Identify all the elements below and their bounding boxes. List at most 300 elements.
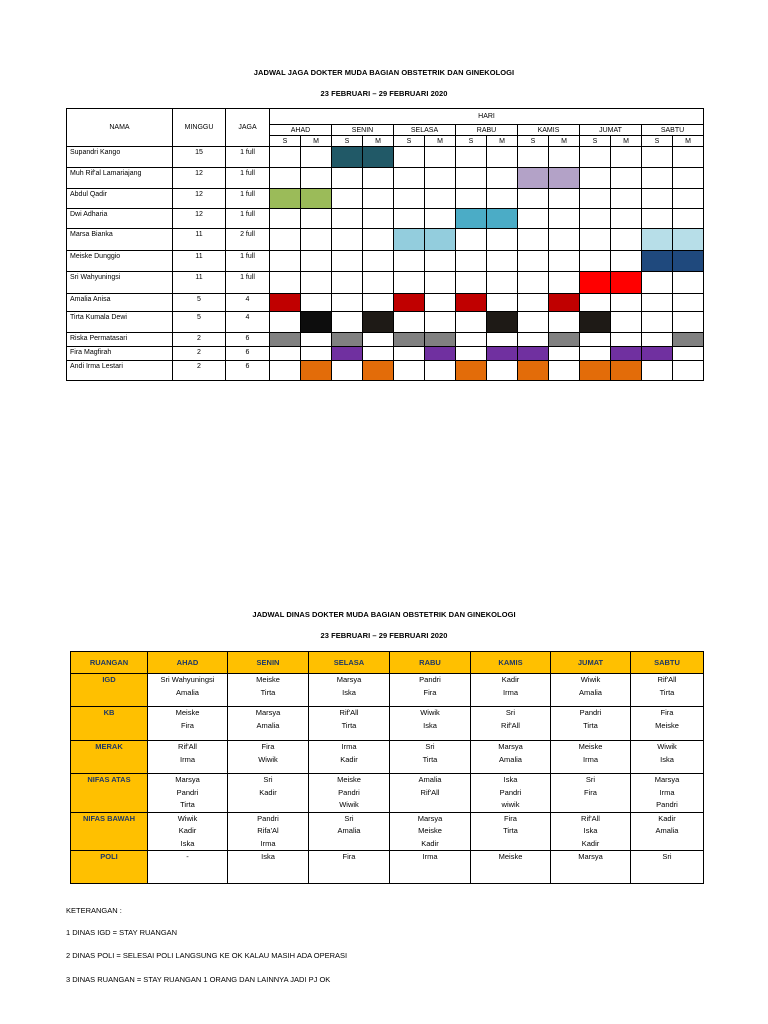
assigned-doctor: Rif'All: [501, 720, 520, 730]
assigned-doctor: Amalia: [579, 687, 602, 697]
shift-cell: [394, 294, 425, 312]
assigned-doctor: Rif'All: [420, 787, 440, 797]
assigned-doctor: Tirta: [341, 720, 357, 730]
assigned-doctor: Amalia: [655, 826, 679, 835]
assignment-cell: [309, 674, 390, 707]
dinas-row: [71, 707, 704, 741]
assigned-doctor: Pandri: [579, 708, 602, 717]
doctor-name: Abdul Qadir: [67, 189, 173, 209]
shift-cell: [518, 272, 549, 294]
shift-cell: [456, 294, 487, 312]
shift-cell: [549, 229, 580, 251]
shift-cell: [642, 333, 673, 347]
assignment-cell: [471, 707, 551, 741]
shift-cell: [270, 361, 301, 381]
assigned-doctor: Tirta: [260, 687, 276, 697]
assignment-cell: [390, 851, 471, 884]
assignment-cell: [148, 774, 228, 813]
shift-cell: [456, 312, 487, 333]
shift-cell: [332, 347, 363, 361]
assignment-cell: [228, 851, 309, 884]
assigned-doctor: Iska: [660, 754, 674, 764]
shift-cell: [332, 361, 363, 381]
jaga-value: 1 full: [226, 209, 270, 229]
assigned-doctor: Iska: [503, 775, 518, 784]
shift-cell: [332, 168, 363, 189]
assignment-cell: [309, 812, 390, 851]
assignment-cell: [551, 674, 631, 707]
assigned-doctor: Iska: [180, 838, 195, 848]
shift-cell: [487, 333, 518, 347]
shift-cell: [425, 347, 456, 361]
dinas-row: [71, 674, 704, 707]
assignment-cell: [631, 674, 704, 707]
assignment-cell: [471, 774, 551, 813]
assignment-cell: [228, 707, 309, 741]
shift-cell: [394, 347, 425, 361]
shift-cell: [549, 251, 580, 272]
col-header-minggu: MINGGU: [173, 109, 226, 147]
assigned-doctor: Sri: [662, 852, 672, 861]
dinas-header-kamis: KAMIS: [471, 652, 551, 674]
jaga-row: [67, 312, 704, 333]
doctor-name: Riska Permatasari: [67, 333, 173, 347]
doctor-name: Marsa Bianka: [67, 229, 173, 251]
assigned-doctor: Amalia: [499, 754, 522, 764]
assigned-doctor: Tirta: [422, 754, 438, 764]
shift-header-siang: S: [518, 136, 549, 147]
jaga-row: [67, 272, 704, 294]
shift-header-malam: M: [487, 136, 518, 147]
assigned-doctor: Iska: [261, 852, 275, 861]
shift-cell: [270, 229, 301, 251]
shift-cell: [363, 294, 394, 312]
shift-cell: [270, 333, 301, 347]
ruangan-name: POLI: [71, 851, 148, 884]
dinas-header-rabu: RABU: [390, 652, 471, 674]
shift-cell: [425, 294, 456, 312]
assignment-cell: [148, 674, 228, 707]
shift-cell: [487, 189, 518, 209]
assigned-doctor: Marsya: [498, 742, 523, 751]
shift-cell: [270, 189, 301, 209]
assignment-cell: [631, 812, 704, 851]
assignment-cell: [228, 674, 309, 707]
shift-cell: [394, 361, 425, 381]
assigned-doctor: Fira: [660, 708, 674, 717]
shift-cell: [425, 272, 456, 294]
shift-cell: [332, 229, 363, 251]
assigned-doctor: Irma: [260, 838, 276, 848]
minggu-value: 15: [173, 147, 226, 168]
shift-cell: [363, 272, 394, 294]
assigned-doctor: Sri: [425, 742, 435, 751]
assignment-cell: [471, 812, 551, 851]
assigned-doctor: -: [186, 852, 189, 861]
shift-cell: [456, 251, 487, 272]
assigned-doctor: Marsya: [578, 852, 603, 861]
dinas-header-sabtu: SABTU: [631, 652, 704, 674]
jaga-row: [67, 229, 704, 251]
doctor-name: Tirta Kumala Dewi: [67, 312, 173, 333]
assigned-doctor: Pandri: [656, 800, 678, 809]
assignment-cell: [551, 707, 631, 741]
shift-cell: [363, 209, 394, 229]
assigned-doctor: Rifa'Al: [257, 826, 279, 835]
jaga-value: 1 full: [226, 147, 270, 168]
shift-cell: [332, 251, 363, 272]
jadwal-jaga-table: [66, 108, 704, 381]
shift-cell: [518, 251, 549, 272]
jaga-row: [67, 251, 704, 272]
assigned-doctor: Pandri: [499, 787, 522, 797]
jaga-value: 1 full: [226, 189, 270, 209]
assignment-cell: [148, 741, 228, 774]
assigned-doctor: Kadir: [658, 813, 676, 823]
shift-cell: [301, 347, 332, 361]
shift-cell: [456, 147, 487, 168]
jaga-date-range: 23 FEBRUARI – 29 FEBRUARI 2020: [320, 89, 448, 98]
shift-cell: [611, 312, 642, 333]
shift-cell: [332, 209, 363, 229]
shift-cell: [456, 189, 487, 209]
shift-header-malam: M: [363, 136, 394, 147]
doctor-name: Amalia Anisa: [67, 294, 173, 312]
shift-cell: [611, 294, 642, 312]
dinas-header-ahad: AHAD: [148, 652, 228, 674]
assigned-doctor: Pandri: [257, 813, 279, 823]
assigned-doctor: Sri: [344, 813, 354, 823]
shift-cell: [332, 294, 363, 312]
shift-header-siang: S: [456, 136, 487, 147]
assigned-doctor: Fira: [584, 787, 597, 797]
shift-cell: [549, 347, 580, 361]
shift-cell: [425, 229, 456, 251]
shift-cell: [673, 333, 704, 347]
minggu-value: 2: [173, 361, 226, 381]
assignment-cell: [390, 812, 471, 851]
shift-cell: [301, 209, 332, 229]
shift-cell: [456, 168, 487, 189]
col-header-nama: NAMA: [67, 109, 173, 147]
assigned-doctor: Meiske: [337, 775, 361, 784]
shift-header-malam: M: [549, 136, 580, 147]
shift-cell: [642, 294, 673, 312]
shift-cell: [332, 312, 363, 333]
shift-cell: [673, 251, 704, 272]
shift-cell: [363, 168, 394, 189]
minggu-value: 11: [173, 229, 226, 251]
shift-cell: [611, 168, 642, 189]
assigned-doctor: Kadir: [340, 754, 358, 764]
jaga-row: [67, 209, 704, 229]
dinas-title: JADWAL DINAS DOKTER MUDA BAGIAN OBSTETRIK DAN GINEKOLOGI: [252, 610, 516, 619]
shift-cell: [301, 189, 332, 209]
assigned-doctor: Rif'All: [657, 675, 677, 684]
shift-cell: [518, 347, 549, 361]
shift-cell: [425, 312, 456, 333]
shift-cell: [642, 347, 673, 361]
jaga-value: 2 full: [226, 229, 270, 251]
assigned-doctor: Sri Wahyuningsi: [160, 675, 215, 684]
shift-cell: [611, 251, 642, 272]
doctor-name: Dwi Adharia: [67, 209, 173, 229]
minggu-value: 2: [173, 333, 226, 347]
shift-cell: [487, 147, 518, 168]
shift-cell: [456, 361, 487, 381]
shift-cell: [394, 251, 425, 272]
assigned-doctor: Sri: [263, 775, 273, 784]
shift-cell: [518, 168, 549, 189]
assigned-doctor: Irma: [659, 787, 675, 797]
assigned-doctor: Marsya: [175, 775, 200, 784]
shift-cell: [642, 312, 673, 333]
shift-cell: [301, 168, 332, 189]
assigned-doctor: Tirta: [659, 687, 675, 697]
assigned-doctor: Irma: [341, 742, 357, 751]
day-header-rabu: RABU: [456, 125, 518, 136]
shift-cell: [456, 333, 487, 347]
doctor-name: Supandri Kango: [67, 147, 173, 168]
jaga-row: [67, 168, 704, 189]
assignment-cell: [631, 851, 704, 884]
shift-cell: [580, 312, 611, 333]
shift-cell: [611, 147, 642, 168]
assigned-doctor: Wiwik: [657, 742, 677, 751]
assigned-doctor: Fira: [261, 742, 275, 751]
shift-header-siang: S: [642, 136, 673, 147]
shift-cell: [673, 272, 704, 294]
shift-cell: [642, 147, 673, 168]
assigned-doctor: Meiske: [498, 852, 523, 861]
shift-cell: [425, 189, 456, 209]
shift-cell: [549, 333, 580, 347]
shift-header-siang: S: [332, 136, 363, 147]
shift-cell: [611, 361, 642, 381]
assigned-doctor: Fira: [181, 720, 194, 730]
day-header-jumat: JUMAT: [580, 125, 642, 136]
minggu-value: 5: [173, 312, 226, 333]
assigned-doctor: Tirta: [503, 826, 518, 835]
assignment-cell: [390, 741, 471, 774]
day-header-senin: SENIN: [332, 125, 394, 136]
assigned-doctor: Amalia: [418, 775, 442, 784]
assigned-doctor: Wiwik: [339, 800, 359, 809]
shift-cell: [549, 312, 580, 333]
shift-cell: [487, 168, 518, 189]
assigned-doctor: wiwik: [501, 800, 520, 809]
shift-cell: [518, 189, 549, 209]
shift-cell: [270, 251, 301, 272]
keterangan-item-3: 3 DINAS RUANGAN = STAY RUANGAN 1 ORANG DAN LAINNYA JADI PJ OK: [66, 975, 331, 984]
assigned-doctor: Tirta: [180, 800, 195, 809]
jaga-value: 1 full: [226, 251, 270, 272]
shift-cell: [642, 272, 673, 294]
shift-header-malam: M: [301, 136, 332, 147]
shift-cell: [549, 189, 580, 209]
assigned-doctor: Amalia: [256, 720, 280, 730]
assignment-cell: [228, 812, 309, 851]
assigned-doctor: Meiske: [418, 826, 442, 835]
shift-cell: [332, 272, 363, 294]
assigned-doctor: Irma: [422, 852, 438, 861]
shift-cell: [580, 361, 611, 381]
assigned-doctor: Fira: [342, 852, 356, 861]
shift-cell: [270, 312, 301, 333]
shift-cell: [611, 333, 642, 347]
keterangan-item-2: 2 DINAS POLI = SELESAI POLI LANGSUNG KE OK KALAU MASIH ADA OPERASI: [66, 951, 348, 960]
assignment-cell: [228, 741, 309, 774]
assigned-doctor: Fira: [504, 813, 517, 823]
shift-cell: [487, 294, 518, 312]
shift-cell: [363, 147, 394, 168]
shift-cell: [673, 229, 704, 251]
shift-cell: [673, 209, 704, 229]
assignment-cell: [631, 707, 704, 741]
jaga-value: 1 full: [226, 168, 270, 189]
assignment-cell: [551, 741, 631, 774]
assigned-doctor: Rif'All: [581, 813, 600, 823]
jaga-title: JADWAL JAGA DOKTER MUDA BAGIAN OBSTETRIK DAN GINEKOLOGI: [253, 68, 515, 77]
shift-cell: [611, 347, 642, 361]
minggu-value: 11: [173, 251, 226, 272]
assignment-cell: [390, 774, 471, 813]
shift-cell: [456, 347, 487, 361]
shift-cell: [611, 229, 642, 251]
assignment-cell: [309, 851, 390, 884]
doctor-name: Andi Irma Lestari: [67, 361, 173, 381]
shift-cell: [363, 361, 394, 381]
shift-cell: [580, 251, 611, 272]
shift-header-malam: M: [611, 136, 642, 147]
shift-cell: [270, 347, 301, 361]
assignment-cell: [148, 851, 228, 884]
keterangan-item-1: 1 DINAS IGD = STAY RUANGAN: [66, 928, 178, 937]
shift-header-siang: S: [394, 136, 425, 147]
dinas-row: [71, 812, 704, 851]
shift-cell: [270, 168, 301, 189]
jaga-row: [67, 147, 704, 168]
shift-cell: [301, 147, 332, 168]
shift-cell: [549, 147, 580, 168]
shift-cell: [642, 209, 673, 229]
shift-cell: [487, 361, 518, 381]
shift-cell: [580, 347, 611, 361]
assignment-cell: [148, 812, 228, 851]
shift-cell: [518, 209, 549, 229]
jaga-row: [67, 361, 704, 381]
assigned-doctor: Sri: [585, 775, 596, 784]
shift-cell: [363, 229, 394, 251]
assigned-doctor: Kadir: [178, 826, 197, 835]
shift-cell: [580, 272, 611, 294]
assignment-cell: [471, 741, 551, 774]
shift-cell: [270, 209, 301, 229]
assignment-cell: [551, 812, 631, 851]
shift-cell: [673, 168, 704, 189]
shift-cell: [425, 209, 456, 229]
shift-cell: [642, 251, 673, 272]
shift-cell: [673, 189, 704, 209]
keterangan-label: KETERANGAN :: [66, 906, 122, 915]
assigned-doctor: Meiske: [578, 742, 603, 751]
assigned-doctor: Pandri: [338, 787, 360, 797]
assigned-doctor: Iska: [423, 720, 437, 730]
shift-header-siang: S: [270, 136, 301, 147]
shift-cell: [301, 251, 332, 272]
assigned-doctor: Iska: [583, 826, 598, 835]
shift-cell: [332, 189, 363, 209]
jaga-value: 6: [226, 361, 270, 381]
shift-cell: [456, 209, 487, 229]
dinas-row: [71, 741, 704, 774]
assigned-doctor: Sri: [505, 708, 516, 717]
ruangan-name: MERAK: [71, 741, 148, 774]
assigned-doctor: Pandri: [176, 787, 199, 797]
doctor-name: Sri Wahyuningsi: [67, 272, 173, 294]
jaga-value: 4: [226, 294, 270, 312]
jaga-value: 6: [226, 347, 270, 361]
shift-cell: [394, 168, 425, 189]
assignment-cell: [631, 741, 704, 774]
dinas-header-ruangan: RUANGAN: [71, 652, 148, 674]
jaga-row: [67, 333, 704, 347]
assignment-cell: [309, 774, 390, 813]
assigned-doctor: Irma: [503, 687, 518, 697]
shift-cell: [301, 333, 332, 347]
shift-cell: [642, 229, 673, 251]
shift-cell: [394, 147, 425, 168]
assigned-doctor: Wiwik: [580, 675, 601, 684]
shift-cell: [394, 333, 425, 347]
assigned-doctor: Pandri: [419, 675, 441, 684]
shift-cell: [518, 147, 549, 168]
assignment-cell: [309, 741, 390, 774]
day-header-sabtu: SABTU: [642, 125, 704, 136]
col-header-jaga: JAGA: [226, 109, 270, 147]
assigned-doctor: Wiwik: [420, 708, 440, 717]
day-header-kamis: KAMIS: [518, 125, 580, 136]
assignment-cell: [148, 707, 228, 741]
assignment-cell: [551, 851, 631, 884]
minggu-value: 2: [173, 347, 226, 361]
shift-cell: [301, 361, 332, 381]
shift-cell: [425, 361, 456, 381]
shift-cell: [673, 147, 704, 168]
col-header-hari: HARI: [270, 109, 704, 125]
shift-cell: [611, 189, 642, 209]
shift-cell: [580, 189, 611, 209]
assignment-cell: [228, 774, 309, 813]
shift-header-siang: S: [580, 136, 611, 147]
assigned-doctor: Marsya: [417, 813, 443, 823]
shift-cell: [611, 209, 642, 229]
shift-cell: [425, 333, 456, 347]
assigned-doctor: Rif'All: [339, 708, 359, 717]
jadwal-dinas-table: [70, 651, 704, 884]
assigned-doctor: Fira: [423, 687, 437, 697]
shift-cell: [487, 251, 518, 272]
assigned-doctor: Marsya: [336, 675, 362, 684]
dinas-header-senin: SENIN: [228, 652, 309, 674]
shift-cell: [363, 312, 394, 333]
shift-cell: [394, 272, 425, 294]
shift-cell: [487, 312, 518, 333]
assigned-doctor: Tirta: [583, 720, 598, 730]
shift-cell: [425, 147, 456, 168]
shift-cell: [518, 229, 549, 251]
shift-cell: [425, 251, 456, 272]
